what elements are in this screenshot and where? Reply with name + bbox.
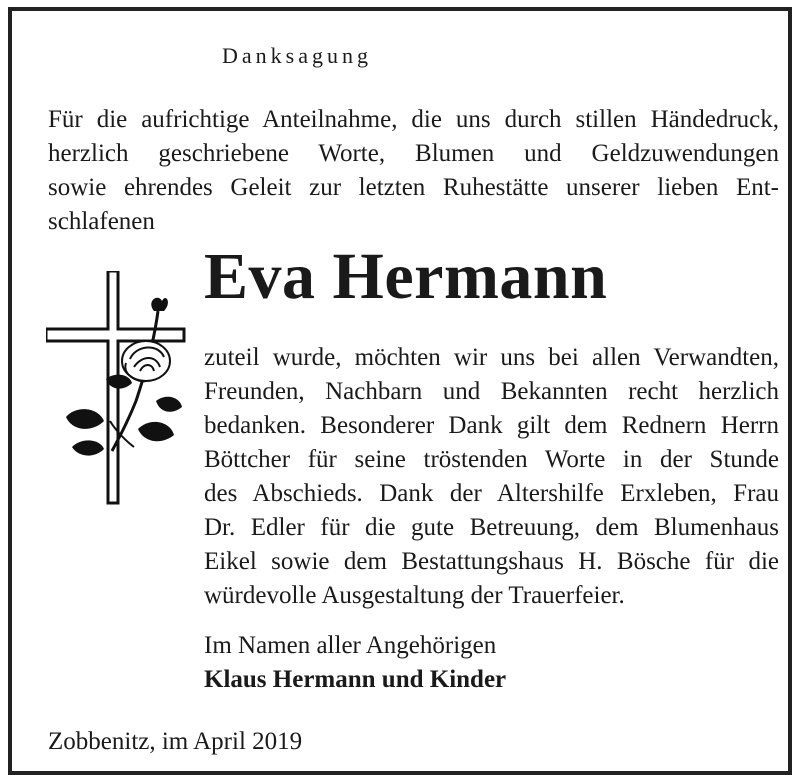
- body-line: Dr. Edler für die gute Betreuung, dem Blumenhaus: [204, 514, 779, 541]
- obituary-notice: [8, 7, 792, 775]
- body-line: Freunden, Nachbarn und Bekannten recht herzlich: [204, 378, 779, 405]
- intro-line: schlafenen: [48, 208, 155, 235]
- intro-paragraph: [48, 103, 779, 239]
- deceased-name: Eva Hermann: [204, 240, 608, 313]
- body-line: würdevolle Ausgestaltung der Trauerfeier.: [204, 582, 625, 609]
- body-line: zuteil wurde, möchten wir uns bei allen Verwandten,: [204, 344, 779, 371]
- body-line: des Abschieds. Dank der Altershilfe Erxleben, Frau: [204, 480, 779, 507]
- signatory-name: Klaus Hermann und Kinder: [204, 666, 507, 693]
- body-line: bedanken. Besonderer Dank gilt dem Rednern Herrn: [204, 412, 779, 439]
- notice-heading: Danksagung: [222, 43, 372, 68]
- intro-line: herzlich geschriebene Worte, Blumen und Geldzuwendungen: [48, 140, 779, 167]
- body-paragraph: [204, 341, 779, 613]
- body-line: Eikel sowie dem Bestattungshaus H. Bösche für die: [204, 548, 779, 575]
- body-line: Böttcher für seine tröstenden Worte in der Stunde: [204, 446, 779, 473]
- signoff-text: Im Namen aller Angehörigen: [204, 632, 497, 659]
- intro-line: sowie ehrendes Geleit zur letzten Ruhestätte unserer lieben Ent-: [48, 174, 779, 201]
- cross-with-rose-icon: [46, 271, 196, 511]
- place-date: Zobbenitz, im April 2019: [48, 728, 303, 755]
- intro-line: Für die aufrichtige Anteilnahme, die uns durch stillen Händedruck,: [48, 106, 779, 133]
